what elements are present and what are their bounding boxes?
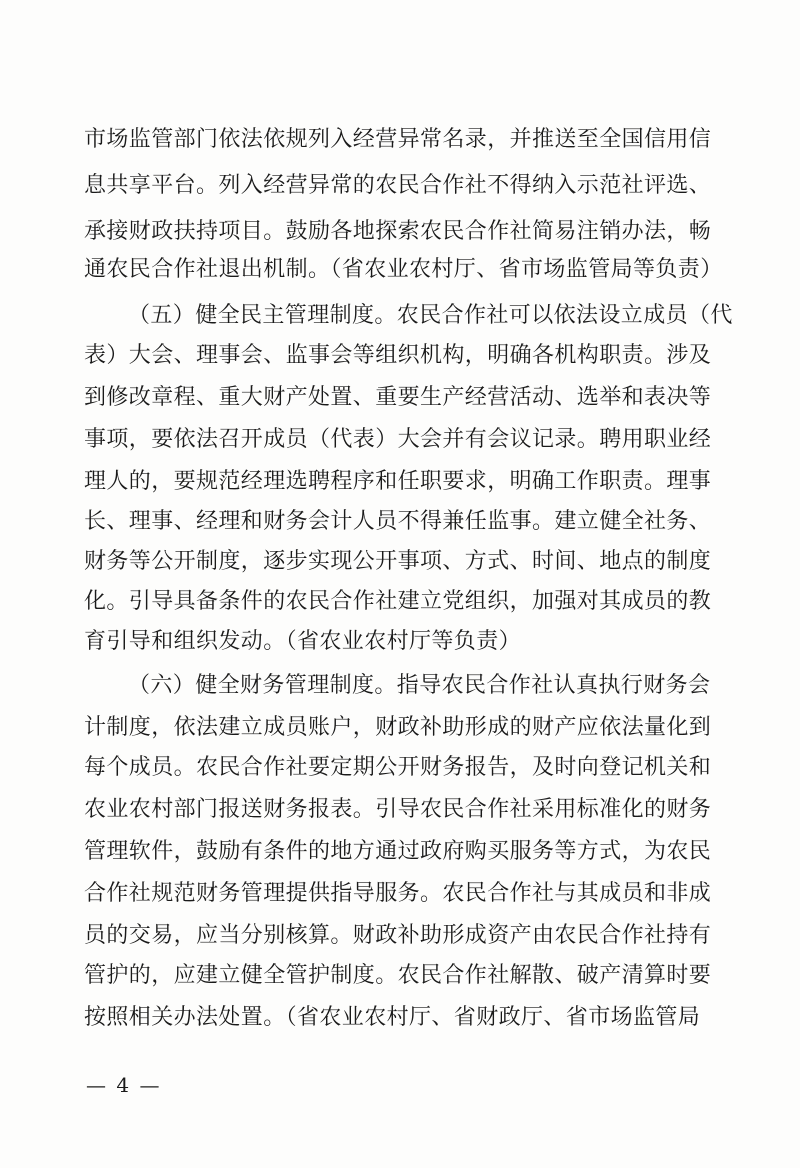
text-line: 员的交易，应当分别核算。财政补助形成资产由农民合作社持有 <box>84 923 712 948</box>
text-line: 育引导和组织发动。（省农业农村厅等负责） <box>84 629 522 654</box>
text-line: 通农民合作社退出机制。（省农业农村厅、省市场监管局等负责） <box>84 257 723 282</box>
section-heading-line: （五）健全民主管理制度。农民合作社可以依法设立成员（代 <box>128 303 733 328</box>
text-line: 管理软件，鼓励有条件的地方通过政府购买服务等方式，为农民 <box>84 839 712 864</box>
text-line: 到修改章程、重大财产处置、重要生产经营活动、选举和表决等 <box>84 385 712 410</box>
text-line: 息共享平台。列入经营异常的农民合作社不得纳入示范社评选、 <box>84 173 712 198</box>
text-line: 事项，要依法召开成员（代表）大会并有会议记录。聘用职业经 <box>84 427 712 452</box>
text-line: 计制度，依法建立成员账户，财政补助形成的财产应依法量化到 <box>84 715 712 740</box>
text-line: 管护的，应建立健全管护制度。农民合作社解散、破产清算时要 <box>84 963 712 988</box>
text-line: 承接财政扶持项目。鼓励各地探索农民合作社简易注销办法，畅 <box>84 219 712 244</box>
text-line: 化。引导具备条件的农民合作社建立党组织，加强对其成员的教 <box>84 589 712 614</box>
text-line: 理人的，要规范经理选聘程序和任职要求，明确工作职责。理事 <box>84 469 712 494</box>
text-line: 表）大会、理事会、监事会等组织机构，明确各机构职责。涉及 <box>84 343 712 368</box>
text-line: 长、理事、经理和财务会计人员不得兼任监事。建立健全社务、 <box>84 509 712 534</box>
text-line: 财务等公开制度，逐步实现公开事项、方式、时间、地点的制度 <box>84 549 712 574</box>
text-line: 合作社规范财务管理提供指导服务。农民合作社与其成员和非成 <box>84 881 712 906</box>
text-line: 市场监管部门依法依规列入经营异常名录，并推送至全国信用信 <box>84 127 712 152</box>
text-line: 按照相关办法处置。（省农业农村厅、省财政厅、省市场监管局 <box>84 1005 701 1030</box>
text-line: 每个成员。农民合作社要定期公开财务报告，及时向登记机关和 <box>84 755 712 780</box>
page-number: — 4 — <box>86 1073 162 1097</box>
text-line: 农业农村部门报送财务报表。引导农民合作社采用标准化的财务 <box>84 797 712 822</box>
section-heading-line: （六）健全财务管理制度。指导农民合作社认真执行财务会 <box>128 673 711 698</box>
